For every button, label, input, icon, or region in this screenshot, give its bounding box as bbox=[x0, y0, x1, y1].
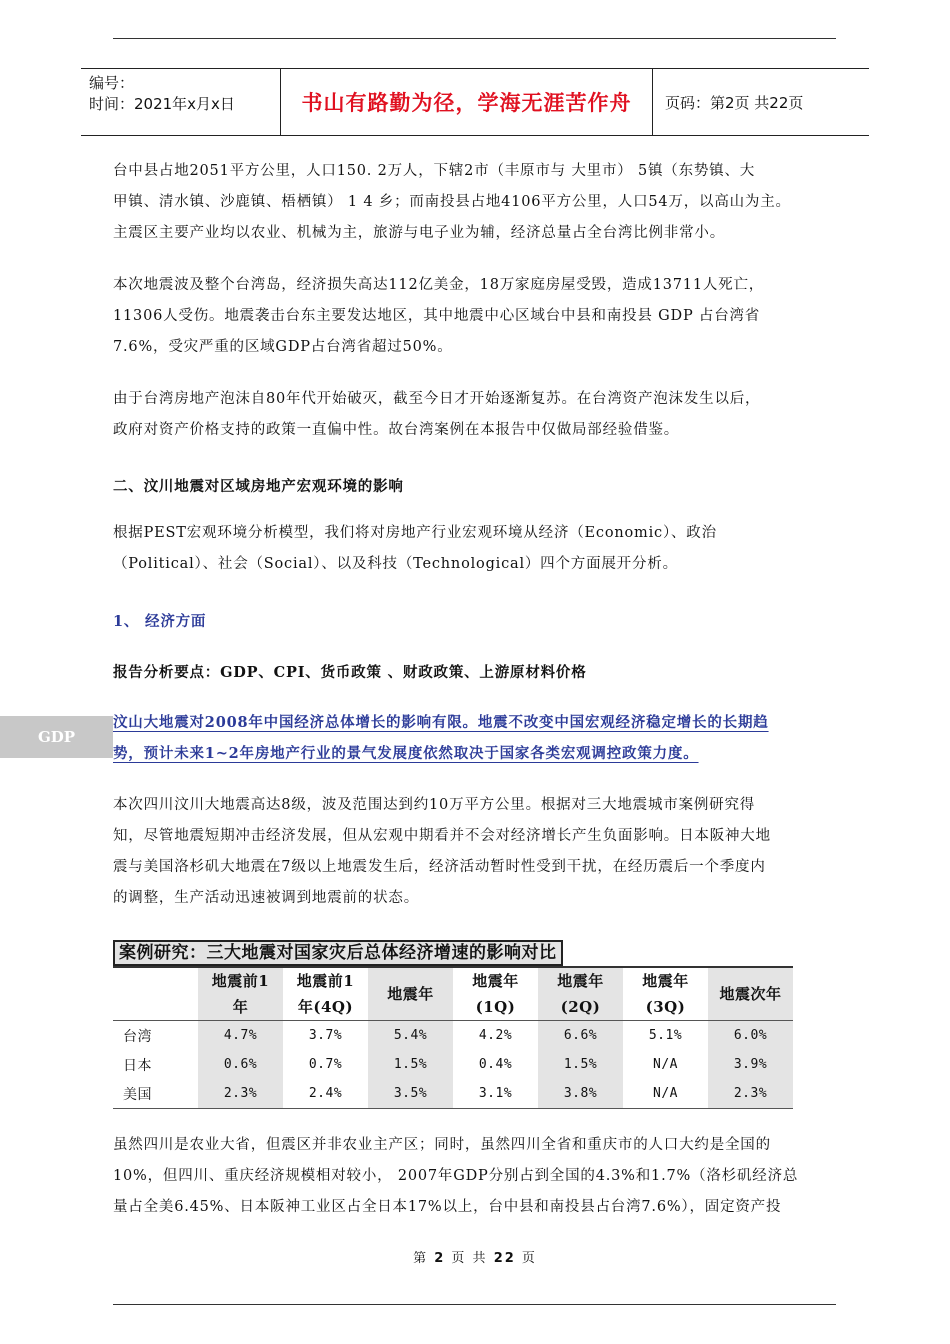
footer-text: 页 bbox=[521, 1251, 537, 1266]
footer-total-pages: 22 bbox=[493, 1251, 516, 1266]
text-line: 量占全美6.45%、日本阪神工业区占全日本17%以上，台中县和南投县占台湾7.6%），固定资产投 bbox=[113, 1199, 782, 1215]
footer-text: 页 共 bbox=[451, 1251, 488, 1266]
text-line: 本次地震波及整个台湾岛，经济损失高达112亿美金，18万家庭房屋受毁，造成13711人死亡， bbox=[113, 277, 765, 293]
text-line: 由于台湾房地产泡沫自80年代开始破灭，截至今日才开始逐渐复苏。在台湾资产泡沫发生以后， bbox=[113, 391, 761, 407]
row-label: 美国 bbox=[123, 1086, 152, 1103]
table-row bbox=[113, 1079, 793, 1109]
highlight-line[interactable]: 势，预计未来1~2年房地产行业的景气发展度依然取决于国家各类宏观调控政策力度。 bbox=[113, 745, 699, 762]
table-cell: 3.8% bbox=[538, 1079, 623, 1109]
table-header-cell: 地震年 (3Q) bbox=[642, 972, 689, 1016]
header-meta bbox=[81, 69, 280, 135]
footer-text: 第 bbox=[413, 1251, 429, 1266]
paragraph-taiwan-loss bbox=[113, 270, 840, 363]
table-cell: 3.7% bbox=[308, 1028, 343, 1043]
table-cell: 5.1% bbox=[648, 1028, 683, 1043]
gdp-side-label: GDP bbox=[0, 716, 113, 758]
text-line: 虽然四川是农业大省，但震区并非农业主产区；同时，虽然四川全省和重庆市的人口大约是全国的 bbox=[113, 1137, 771, 1153]
header-motto: 书山有路勤为径，学海无涯苦作舟 bbox=[280, 69, 653, 135]
table-row bbox=[113, 1050, 793, 1079]
table-cell: 3.5% bbox=[368, 1079, 453, 1109]
table-cell: 0.7% bbox=[308, 1057, 343, 1072]
subsection-heading: 1、 经济方面 bbox=[113, 613, 207, 630]
text-line: 甲镇、清水镇、沙鹿镇、梧栖镇） 1 4 乡；而南投县占地4106平方公里，人口54万，以高山为主。 bbox=[113, 194, 791, 210]
table-cell: 2.3% bbox=[198, 1079, 283, 1109]
footer-page-number: 2 bbox=[434, 1251, 446, 1266]
time-label: 时间：2021年x月x日 bbox=[89, 95, 235, 113]
row-label: 日本 bbox=[123, 1057, 152, 1074]
highlight-line[interactable]: 汶山大地震对2008年中国经济总体增长的影响有限。地震不改变中国宏观经济稳定增长的长期趋 bbox=[113, 714, 769, 731]
table-cell: 0.4% bbox=[478, 1057, 513, 1072]
table-cell: 5.4% bbox=[368, 1021, 453, 1051]
text-line: 7.6%，受灾严重的区域GDP占台湾省超过50%。 bbox=[113, 339, 453, 355]
table-header-corner bbox=[113, 967, 198, 1021]
text-line: 本次四川汶川大地震高达8级，波及范围达到约10万平方公里。根据对三大地震城市案例研究得 bbox=[113, 797, 756, 813]
table-cell: 0.6% bbox=[198, 1050, 283, 1079]
text-line: 11306人受伤。地震袭击台东主要发达地区，其中地震中心区域台中县和南投县 GDP 占台湾省 bbox=[113, 308, 761, 324]
table-header-cell: 地震次年 bbox=[708, 967, 793, 1021]
text-line: （Political）、社会（Social）、以及科技（Technological）四个方面展开分析。 bbox=[113, 556, 678, 572]
page-number-footer bbox=[0, 1247, 950, 1266]
paragraph-taichung bbox=[113, 156, 840, 249]
bottom-rule bbox=[113, 1304, 836, 1305]
text-line: 10%，但四川、重庆经济规模相对较小， 2007年GDP分别占到全国的4.3%和1.7%（洛杉矶经济总 bbox=[113, 1168, 799, 1184]
paragraph-taiwan-bubble bbox=[113, 384, 840, 446]
table-cell: 4.7% bbox=[198, 1021, 283, 1051]
table-cell: 4.2% bbox=[478, 1028, 513, 1043]
table-cell: 6.6% bbox=[538, 1021, 623, 1051]
table-cell: 6.0% bbox=[708, 1021, 793, 1051]
text-line: 台中县占地2051平方公里，人口150. 2万人，下辖2市（丰原市与 大里市） 5镇（东势镇、大 bbox=[113, 163, 756, 179]
text-line: 震与美国洛杉矶大地震在7级以上地震发生后，经济活动暂时性受到干扰，在经历震后一个季度内 bbox=[113, 859, 766, 875]
document-header bbox=[81, 68, 869, 136]
paragraph-wenchuan bbox=[113, 790, 840, 914]
case-study-title: 案例研究：三大地震对国家灾后总体经济增速的影响对比 bbox=[113, 940, 563, 966]
section-heading: 二、汶川地震对区域房地产宏观环境的影响 bbox=[113, 478, 404, 495]
table-cell: N/A bbox=[653, 1057, 678, 1072]
table-header-cell: 地震前1 年 bbox=[198, 967, 283, 1021]
table-cell: 3.1% bbox=[478, 1086, 513, 1101]
key-points-heading: 报告分析要点：GDP、CPI、货币政策 、财政政策、上游原材料价格 bbox=[113, 664, 587, 681]
top-rule bbox=[113, 38, 836, 39]
table-cell: 1.5% bbox=[538, 1050, 623, 1079]
table-cell: 1.5% bbox=[368, 1050, 453, 1079]
text-line: 根据PEST宏观环境分析模型，我们将对房地产行业宏观环境从经济（Economic）、政治 bbox=[113, 525, 717, 541]
highlight-link[interactable] bbox=[113, 707, 840, 769]
paragraph-pest bbox=[113, 518, 840, 580]
table-header-cell: 地震年 (1Q) bbox=[472, 972, 519, 1016]
text-line: 政府对资产价格支持的政策一直偏中性。故台湾案例在本报告中仅做局部经验借鉴。 bbox=[113, 422, 680, 438]
table-header-cell: 地震前1 年(4Q) bbox=[296, 972, 355, 1016]
number-label: 编号： bbox=[89, 74, 135, 92]
paragraph-sichuan bbox=[113, 1130, 840, 1223]
text-line: 主震区主要产业均以农业、机械为主，旅游与电子业为辅，经济总量占全台湾比例非常小。 bbox=[113, 225, 725, 241]
table-cell: 2.3% bbox=[708, 1079, 793, 1109]
header-page-label: 页码：第2页 共22页 bbox=[665, 93, 804, 112]
text-line: 的调整，生产活动迅速被调到地震前的状态。 bbox=[113, 890, 419, 906]
table-cell: N/A bbox=[653, 1086, 678, 1101]
table-cell: 3.9% bbox=[708, 1050, 793, 1079]
table-header-cell: 地震年 bbox=[368, 967, 453, 1021]
case-study-table bbox=[113, 966, 793, 1109]
table-row bbox=[113, 1021, 793, 1051]
table-header-cell: 地震年 (2Q) bbox=[538, 967, 623, 1021]
text-line: 知，尽管地震短期冲击经济发展，但从宏观中期看并不会对经济增长产生负面影响。日本阪神大地 bbox=[113, 828, 771, 844]
row-label: 台湾 bbox=[123, 1028, 152, 1045]
table-cell: 2.4% bbox=[308, 1086, 343, 1101]
table-header-row bbox=[113, 967, 793, 1021]
